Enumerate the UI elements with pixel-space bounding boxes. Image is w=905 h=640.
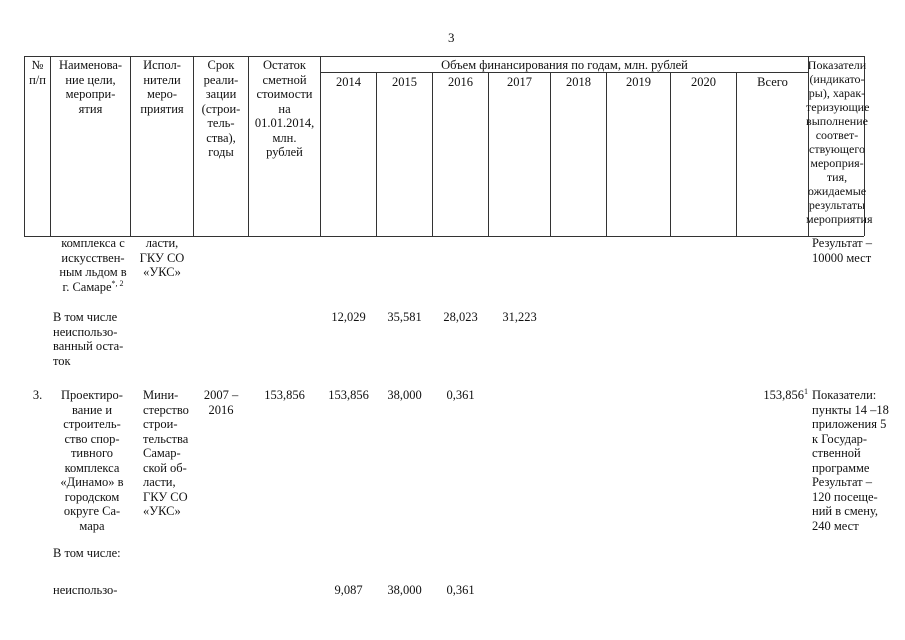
- header-num: № п/п: [29, 58, 46, 87]
- cont-indicators: Результат – 10000 мест: [812, 236, 873, 265]
- header-executors: Испол- нители меро- приятия: [140, 58, 184, 116]
- row3-remainder: 153,856: [264, 388, 305, 402]
- col-border: [670, 72, 671, 236]
- cont-name-footnote: *, 2: [111, 278, 124, 288]
- row3-indicators: Показатели: пункты 14 –18 приложения 5 к Государ- ственной программе Результат – 120 посеще- ний в смену, 240 мест: [812, 388, 889, 533]
- unused-2017: 31,223: [502, 310, 537, 324]
- row3-name: Проектиро- вание и строитель- ство спор- тивного комплекса «Динамо» в городском округе Са- мара: [60, 388, 124, 533]
- unused2-name: неиспользо-: [53, 583, 118, 597]
- cont-name: [53, 236, 133, 294]
- unused2-2014: 9,087: [334, 583, 363, 597]
- header-year: 2016: [448, 75, 473, 89]
- row3-total: [737, 388, 808, 403]
- row3-2015: 38,000: [387, 388, 422, 402]
- row3-2016: 0,361: [446, 388, 475, 402]
- unused-2015: 35,581: [387, 310, 422, 324]
- row3-2014: 153,856: [328, 388, 369, 402]
- unused-2016: 28,023: [443, 310, 478, 324]
- header-year: 2015: [392, 75, 417, 89]
- col-border: [606, 72, 607, 236]
- row3-term: 2007 – 2016: [203, 388, 239, 417]
- unused2-2016: 0,361: [446, 583, 475, 597]
- header-funding-title: Объем финансирования по годам, млн. рублей: [441, 58, 688, 72]
- table-top-border: [24, 56, 864, 57]
- header-total: Всего: [757, 75, 788, 89]
- row3-executors: Мини- стерство строи- тельства Самар- ской об- ласти, ГКУ СО «УКС»: [143, 388, 189, 518]
- header-year: 2017: [507, 75, 532, 89]
- included-label: В том числе:: [53, 546, 121, 560]
- header-year: 2020: [691, 75, 716, 89]
- header-remainder: Остаток сметной стоимости на 01.01.2014, млн. рублей: [254, 58, 315, 159]
- row3-total-footnote: 1: [804, 386, 808, 396]
- header-term: Срок реали- зации (строи- тель- ства), годы: [201, 58, 241, 159]
- header-year: 2018: [566, 75, 591, 89]
- header-year: 2014: [336, 75, 361, 89]
- page-number: 3: [448, 30, 455, 45]
- col-border: [376, 72, 377, 236]
- col-border: [488, 72, 489, 236]
- col-border: [736, 72, 737, 236]
- row3-number: 3.: [32, 388, 43, 402]
- col-border: [550, 72, 551, 236]
- col-border: [432, 72, 433, 236]
- cont-name-text: комплекса с искусствен- ным льдом в г. Самаре: [59, 236, 127, 294]
- header-year: 2019: [626, 75, 651, 89]
- header-name: Наименова- ние цели, меропри- ятия: [58, 58, 123, 116]
- unused2-2015: 38,000: [387, 583, 422, 597]
- cont-executors: ласти, ГКУ СО «УКС»: [139, 236, 185, 279]
- unused-2014: 12,029: [331, 310, 366, 324]
- row3-total-value: 153,856: [763, 388, 804, 402]
- header-indicators: Показатели (индикато- ры), харак- теризующие выполнение соответ- ствующего мероприя- тия, ожидаемые результаты мероприятия: [806, 58, 873, 226]
- unused-name: В том числе неиспользо- ванный оста- ток: [53, 310, 124, 368]
